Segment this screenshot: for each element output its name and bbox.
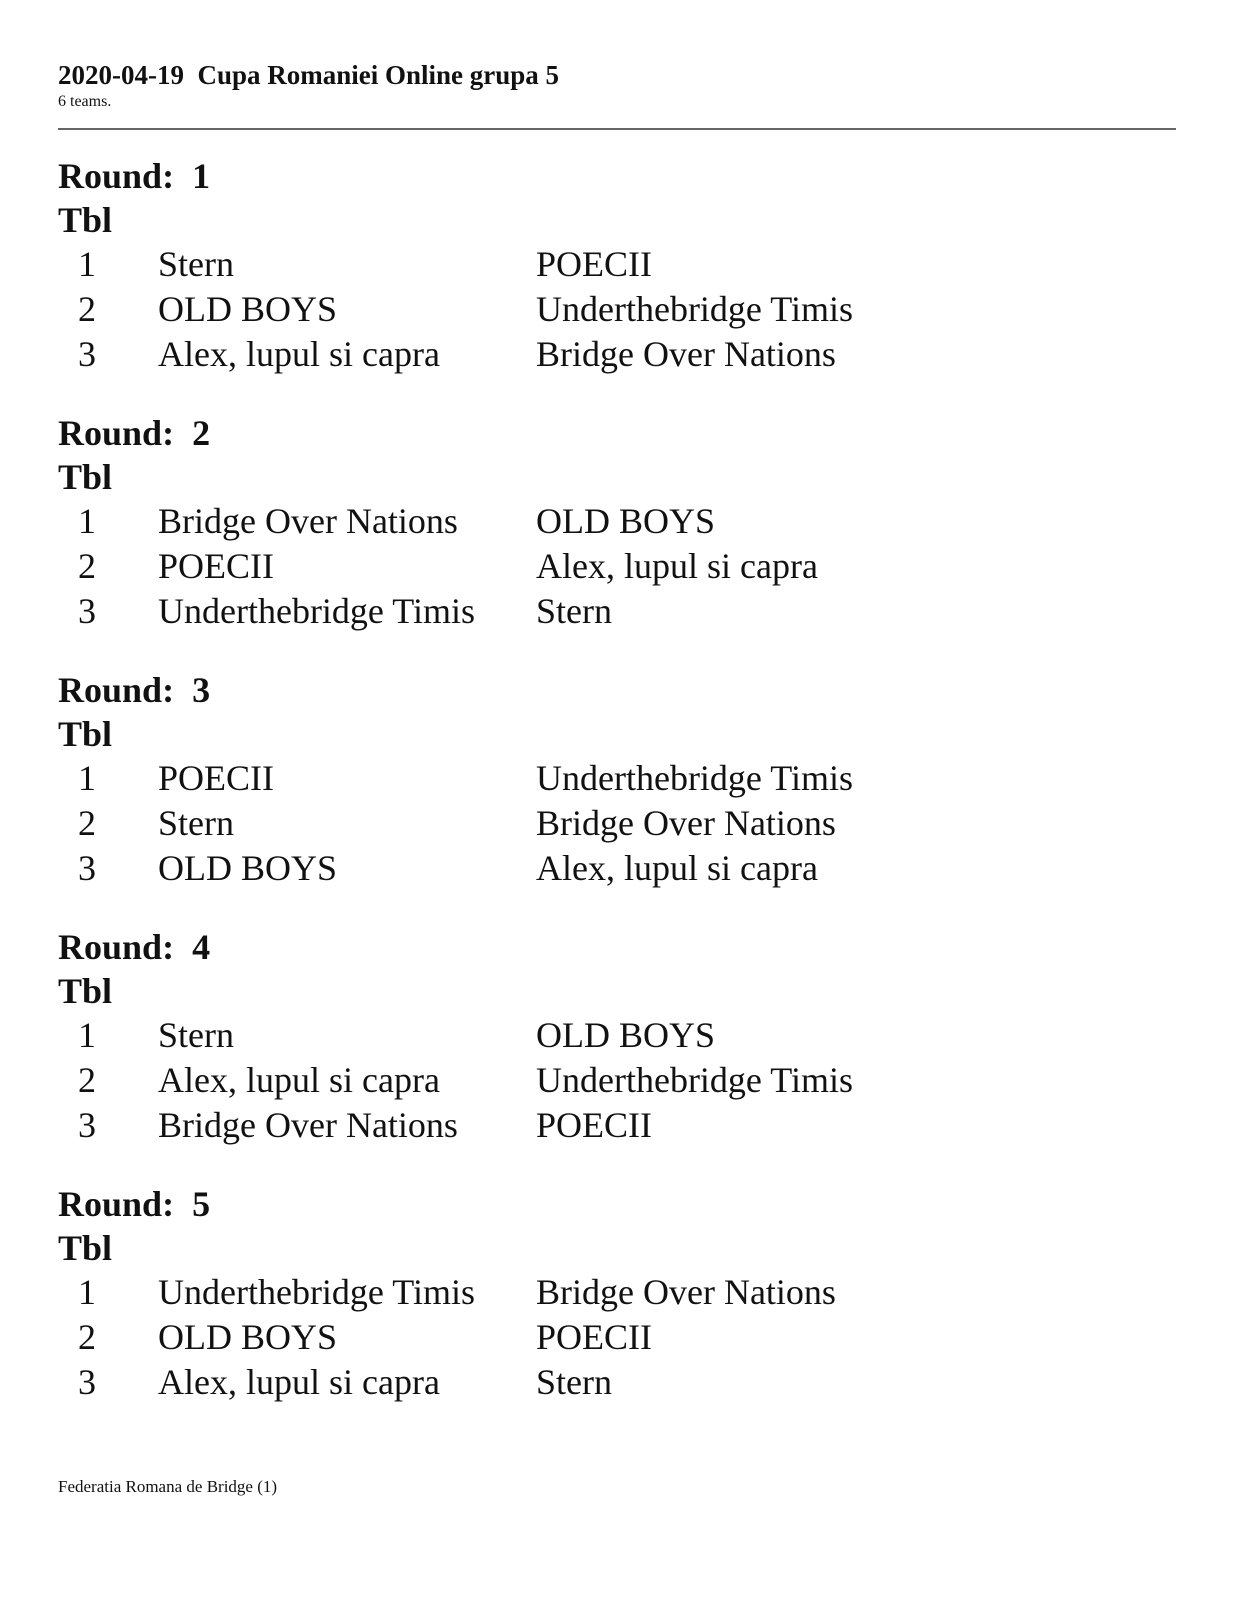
round-number: 4 — [192, 927, 211, 967]
away-team: Bridge Over Nations — [536, 334, 836, 374]
table-number: 3 — [78, 591, 96, 631]
home-team: Bridge Over Nations — [158, 1105, 458, 1145]
away-team: OLD BOYS — [536, 1015, 716, 1055]
round-number: 1 — [192, 156, 211, 196]
round-number: 3 — [192, 670, 211, 710]
round-section — [58, 925, 1176, 1182]
table-number: 2 — [78, 1060, 96, 1100]
away-team: Alex, lupul si capra — [536, 848, 818, 888]
home-team: Stern — [158, 244, 234, 284]
table-number: 2 — [78, 289, 96, 329]
event-name: Cupa Romaniei Online grupa 5 — [197, 60, 560, 90]
home-team: POECII — [158, 758, 274, 798]
away-team: Underthebridge Timis — [536, 758, 854, 798]
away-team: POECII — [536, 244, 652, 284]
table-number: 2 — [78, 546, 96, 586]
table-number: 1 — [78, 244, 96, 284]
home-team: Bridge Over Nations — [158, 501, 458, 541]
away-team: Alex, lupul si capra — [536, 546, 818, 586]
home-team: Underthebridge Timis — [158, 1272, 476, 1312]
table-number: 1 — [78, 1272, 96, 1312]
header-divider — [58, 128, 1176, 130]
match-row — [58, 1270, 1176, 1315]
table-number: 1 — [78, 1015, 96, 1055]
table-number: 3 — [78, 1105, 96, 1145]
home-team: OLD BOYS — [158, 1317, 338, 1357]
home-team: POECII — [158, 546, 274, 586]
table-number: 1 — [78, 758, 96, 798]
match-row — [58, 242, 1176, 287]
round-number: 5 — [192, 1184, 211, 1224]
match-row — [58, 589, 1176, 634]
round-section — [58, 154, 1176, 411]
round-title: Round: 5 — [58, 1184, 211, 1224]
round-number: 2 — [192, 413, 211, 453]
away-team: Stern — [536, 591, 612, 631]
match-row — [58, 1013, 1176, 1058]
table-number: 2 — [78, 1317, 96, 1357]
round-section — [58, 668, 1176, 925]
round-title: Round: 4 — [58, 927, 211, 967]
match-row — [58, 287, 1176, 332]
away-team: POECII — [536, 1317, 652, 1357]
match-row — [58, 846, 1176, 891]
match-row — [58, 801, 1176, 846]
document-header — [58, 58, 1176, 112]
home-team: Alex, lupul si capra — [158, 1060, 440, 1100]
match-row — [58, 756, 1176, 801]
match-row — [58, 544, 1176, 589]
table-column-header: Tbl — [58, 971, 113, 1011]
table-column-header: Tbl — [58, 1228, 113, 1268]
document-title — [58, 58, 1176, 92]
match-row — [58, 1058, 1176, 1103]
away-team: Underthebridge Timis — [536, 289, 854, 329]
home-team: Alex, lupul si capra — [158, 334, 440, 374]
match-row — [58, 332, 1176, 377]
home-team: Underthebridge Timis — [158, 591, 476, 631]
away-team: Bridge Over Nations — [536, 803, 836, 843]
round-title: Round: 2 — [58, 413, 211, 453]
home-team: Alex, lupul si capra — [158, 1362, 440, 1402]
away-team: Bridge Over Nations — [536, 1272, 836, 1312]
rounds-list — [58, 154, 1176, 1439]
home-team: OLD BOYS — [158, 848, 338, 888]
match-row — [58, 1360, 1176, 1405]
round-section — [58, 411, 1176, 668]
table-number: 2 — [78, 803, 96, 843]
away-team: Stern — [536, 1362, 612, 1402]
match-row — [58, 499, 1176, 544]
home-team: Stern — [158, 1015, 234, 1055]
team-count: 6 teams. — [58, 93, 112, 110]
table-number: 1 — [78, 501, 96, 541]
round-title: Round: 1 — [58, 156, 211, 196]
away-team: Underthebridge Timis — [536, 1060, 854, 1100]
away-team: OLD BOYS — [536, 501, 716, 541]
table-column-header: Tbl — [58, 714, 113, 754]
table-column-header: Tbl — [58, 200, 113, 240]
round-section — [58, 1182, 1176, 1439]
round-title: Round: 3 — [58, 670, 211, 710]
table-number: 3 — [78, 848, 96, 888]
page-footer: Federatia Romana de Bridge (1) — [58, 1477, 278, 1496]
match-row — [58, 1103, 1176, 1148]
table-number: 3 — [78, 1362, 96, 1402]
match-row — [58, 1315, 1176, 1360]
table-column-header: Tbl — [58, 457, 113, 497]
home-team: Stern — [158, 803, 234, 843]
away-team: POECII — [536, 1105, 652, 1145]
home-team: OLD BOYS — [158, 289, 338, 329]
event-date: 2020-04-19 — [58, 60, 184, 90]
table-number: 3 — [78, 334, 96, 374]
